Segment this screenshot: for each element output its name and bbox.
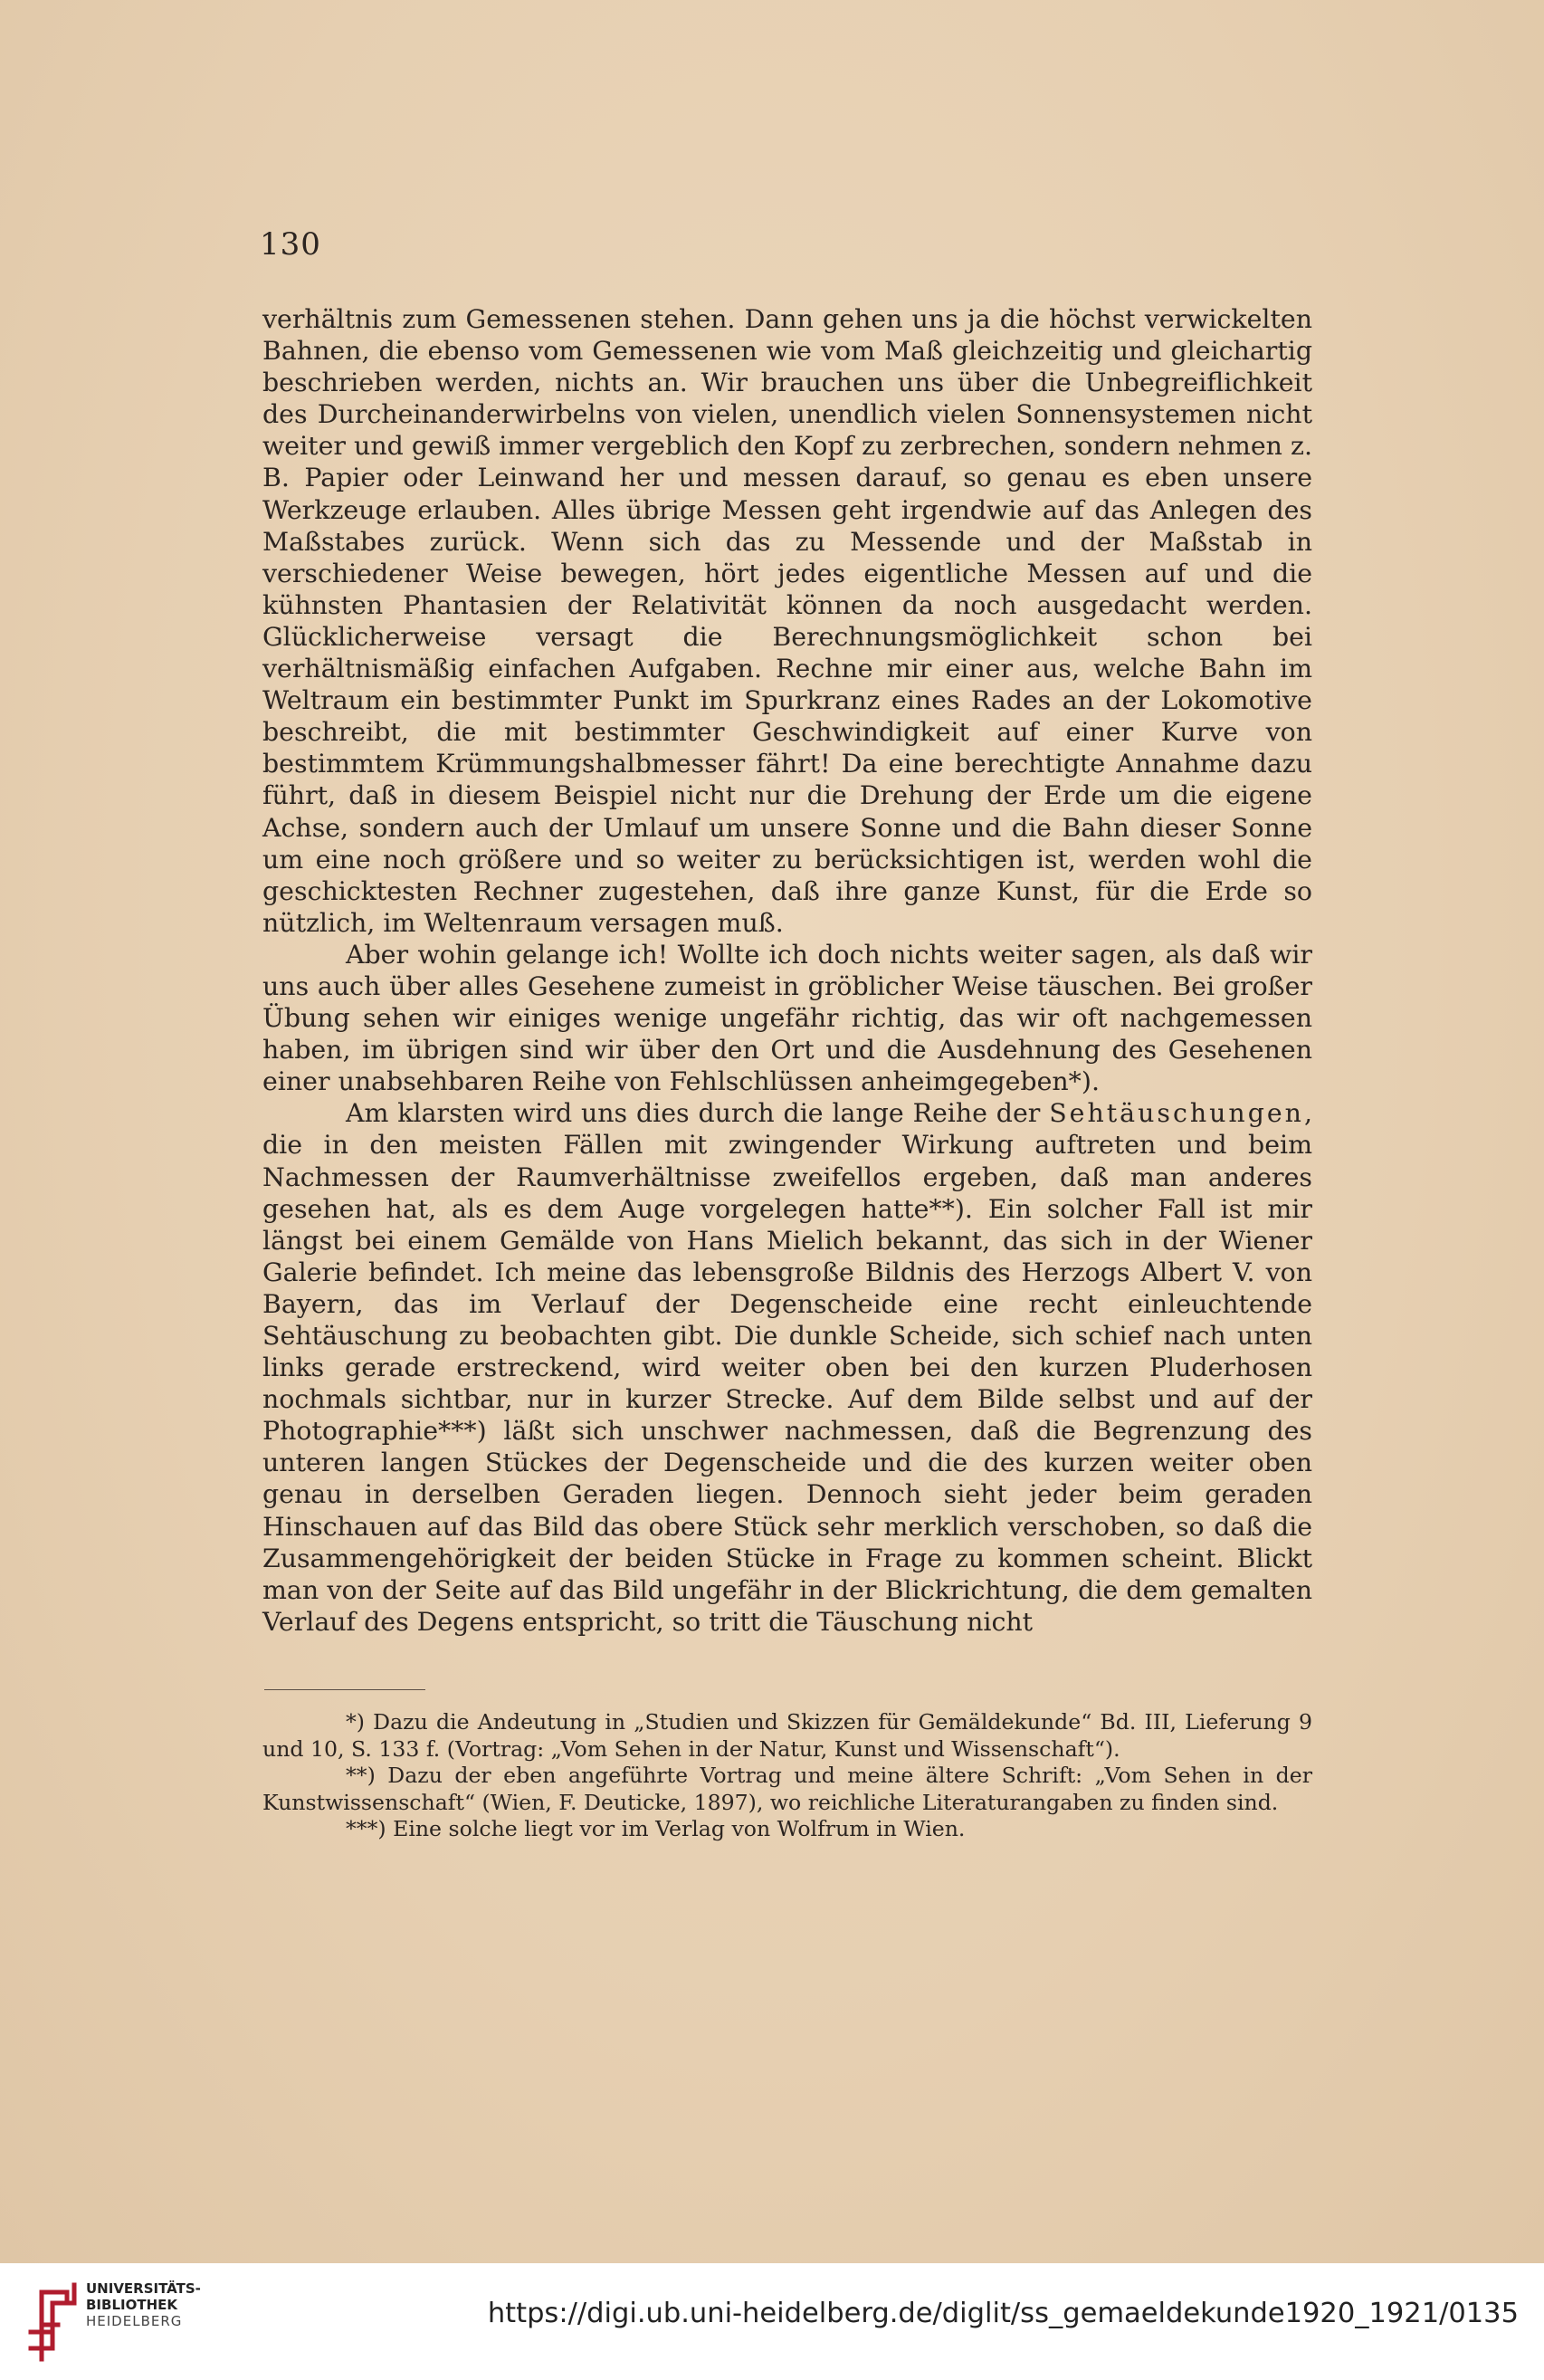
library-name-line: HEIDELBERG — [86, 2313, 183, 2329]
paragraph-text: , die in den meisten Fällen mit zwingender Wirkung auftreten und beim Nachmessen der Raumverhältnisse zweifellos ergeben, daß man anderes gesehen hat, als es dem Auge vorgelegen hatte**). Ein solcher Fall ist mir längst bei einem Gemälde von Hans Mielich bekannt, das sich in der Wiener Galerie befindet. Ich meine das lebensgroße Bildnis des Herzogs Albert V. von Bayern, das im Verlauf der Degenscheide eine recht einleuchtende Sehtäuschung zu beobachten gibt. Die dunkle Scheide, sich schief nach unten links gerade erstreckend, wird weiter oben bei den kurzen Pluderhosen nochmals sichtbar, nur in kurzer Strecke. Auf dem Bilde selbst und auf der Photographie***) läßt sich unschwer nachmessen, daß die Begrenzung des unteren langen Stückes der Degenscheide und die des kurzen weiter oben genau in derselben Geraden liegen. Dennoch sieht jeder beim geraden Hinschauen auf das Bild das obere Stück sehr merklich verschoben, so daß die Zusammengehörigkeit der beiden Stücke in Frage zu kommen scheint. Blickt man von der Seite auf das Bild ungefähr in der Blickrichtung, die dem gemalten Verlauf des Degens entspricht, so tritt die Täuschung nicht — [262, 1098, 1312, 1637]
footer-bar — [0, 2263, 1544, 2380]
footnote-2: **) Dazu der eben angeführte Vortrag und meine ältere Schrift: „Vom Sehen in der Kunstwissenschaft“ (Wien, F. Deuticke, 1897), wo reichliche Literaturangaben zu finden sind. — [262, 1763, 1312, 1815]
paragraph-3 — [262, 1097, 1312, 1638]
paragraph-text: Aber wohin gelange ich! Wollte ich doch nichts weiter sagen, als daß wir uns auch über alles Gesehene zumeist in gröblicher Weise täuschen. Bei großer Übung sehen wir einiges wenige ungefähr richtig, das wir oft nachgemessen haben, im übrigen sind wir über den Ort und die Ausdehnung des Gesehenen einer unabsehbaren Reihe von Fehlschlüssen anheimgegeben*). — [262, 939, 1312, 1097]
emphasized-term: Sehtäuschungen — [1049, 1098, 1304, 1129]
library-name — [86, 2280, 201, 2329]
library-name-line: BIBLIOTHEK — [86, 2297, 177, 2313]
body-text — [262, 303, 1312, 1638]
footnotes — [262, 1709, 1312, 1843]
paragraph-text: verhältnis zum Gemessenen stehen. Dann gehen uns ja die höchst verwickelten Bahnen, die ebenso vom Gemessenen wie vom Maß gleichzeitig und gleichartig beschrieben werden, nichts an. Wir brauchen uns über die Unbegreiflichkeit des Durcheinanderwirbelns von vielen, unendlich vielen Sonnensystemen nicht weiter und gewiß immer vergeblich den Kopf zu zerbrechen, sondern nehmen z. B. Papier oder Leinwand her und messen darauf, so genau es eben unsere Werkzeuge erlauben. Alles übrige Messen geht irgendwie auf das Anlegen des Maßstabes zurück. Wenn sich das zu Messende und der Maßstab in verschiedener Weise bewegen, hört jedes eigentliche Messen auf und die kühnsten Phantasien der Relativität können da noch ausgedacht werden. Glücklicherweise versagt die Berechnungsmöglichkeit schon bei verhältnismäßig einfachen Aufgaben. Rechne mir einer aus, welche Bahn im Weltraum ein bestimmter Punkt im Spurkranz eines Rades an der Lokomotive beschreibt, die mit bestimmter Geschwindigkeit auf einer Kurve von bestimmtem Krümmungshalbmesser fährt! Da eine berechtigte Annahme dazu führt, daß in diesem Beispiel nicht nur die Drehung der Erde um die eigene Achse, sondern auch der Umlauf um unsere Sonne und die Bahn dieser Sonne um eine noch größere und so weiter zu berücksichtigen ist, werden wohl die geschicktesten Rechner zugestehen, daß ihre ganze Kunst, für die Erde so nützlich, im Weltenraum versagen muß. — [262, 304, 1312, 938]
permalink-url[interactable]: https://digi.ub.uni-heidelberg.de/diglit/ss_gemaeldekunde1920_1921/0135 — [487, 2298, 1519, 2329]
footnote-divider — [264, 1689, 425, 1690]
paragraph-1 — [262, 303, 1312, 939]
library-name-line: UNIVERSITÄTS- — [86, 2280, 201, 2297]
paragraph-text: Am klarsten wird uns dies durch die lange Reihe der — [346, 1098, 1050, 1129]
paragraph-2 — [262, 939, 1312, 1097]
page-number: 130 — [260, 226, 321, 263]
footnote-3: ***) Eine solche liegt vor im Verlag von Wolfrum in Wien. — [346, 1816, 966, 1842]
footnote-1: *) Dazu die Andeutung in „Studien und Skizzen für Gemäldekunde“ Bd. III, Lieferung 9 und 10, S. 133 f. (Vortrag: „Vom Sehen in der Natur, Kunst und Wissenschaft“). — [262, 1709, 1312, 1762]
